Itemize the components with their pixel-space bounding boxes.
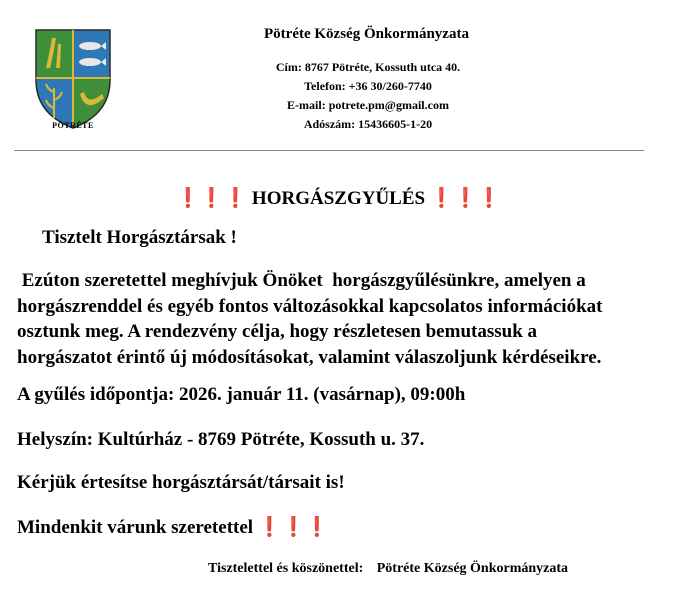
coat-of-arms-logo	[30, 22, 116, 134]
exclamation-icon: ❗❗❗	[176, 188, 248, 209]
notice-title: HORGÁSZGYŰLÉS	[251, 188, 426, 209]
tax-number-line: Adószám: 15436605-1-20	[303, 117, 433, 131]
closing-signature	[208, 561, 568, 577]
welcome-text: Mindenkit várunk szeretettel	[17, 517, 254, 538]
request-line: Kérjük értesítse horgásztársát/társait is!	[17, 472, 345, 493]
exclamation-icon: ❗❗❗	[429, 188, 501, 209]
invitation-paragraph	[17, 268, 677, 370]
paragraph-line: horgászrenddel és egyéb fontos változásokkal kapcsolatos információkat	[17, 295, 603, 317]
greeting: Tisztelt Horgásztársak !	[42, 227, 237, 248]
paragraph-line: osztunk meg. A rendezvény célja, hogy részletesen bemutassuk a	[17, 321, 538, 342]
address-line: Cím: 8767 Pötréte, Kossuth utca 40.	[275, 60, 461, 74]
header-divider	[14, 150, 644, 151]
signature-name: Pötréte Község Önkormányzata	[376, 561, 569, 576]
notice-title-row	[0, 186, 677, 210]
meeting-date: A gyűlés időpontja: 2026. január 11. (vasárnap), 09:00h	[17, 384, 466, 405]
welcome-line	[17, 515, 329, 539]
phone-line: Telefon: +36 30/260-7740	[304, 79, 432, 93]
email-line: E-mail: potrete.pm@gmail.com	[287, 98, 449, 112]
contact-block	[248, 58, 488, 134]
paragraph-line: horgászatot érintő új módosításokat, valamint válaszoljunk kérdéseikre.	[17, 346, 602, 368]
exclamation-icon: ❗❗❗	[257, 517, 329, 538]
paragraph-line: Ezúton szeretettel meghívjuk Önöket horgászgyűlésünkre, amelyen a	[17, 270, 586, 291]
org-name: Pötréte Község Önkormányzata	[264, 26, 469, 42]
meeting-location: Helyszín: Kultúrház - 8769 Pötréte, Kossuth u. 37.	[17, 429, 425, 450]
closing-text: Tisztelettel és köszönettel:	[208, 561, 364, 576]
crest-label: PÖTRÉTE	[52, 121, 94, 130]
